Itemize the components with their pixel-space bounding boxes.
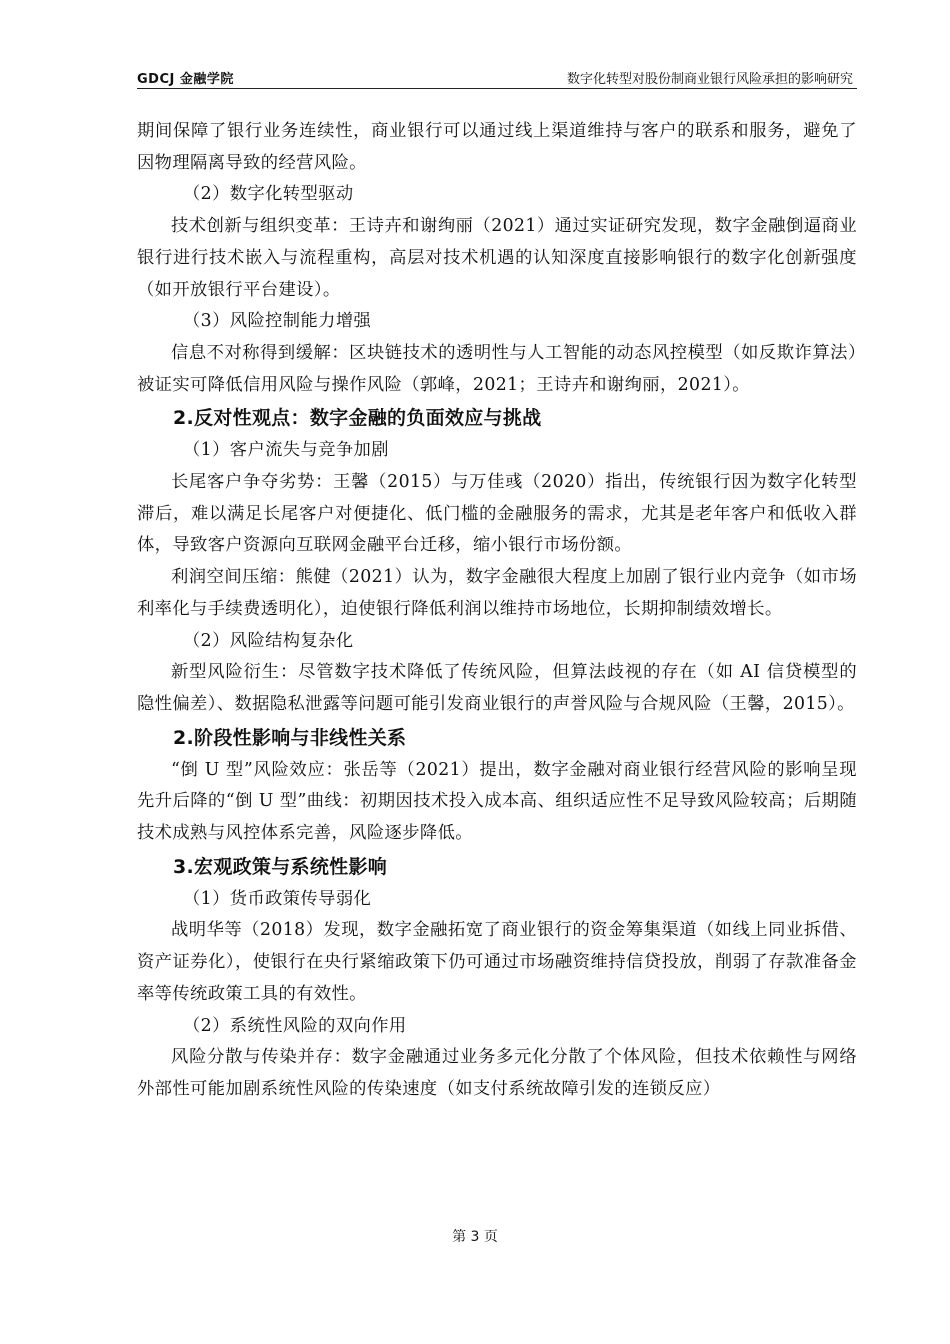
paragraph: 风险分散与传染并存：数字金融通过业务多元化分散了个体风险，但技术依赖性与网络外部性可能加剧系统性风险的传染速度（如支付系统故障引发的连锁反应） (137, 1047, 857, 1099)
header-institution: GDCJ 金融学院 (137, 72, 234, 87)
sub-heading: （2）风险结构复杂化 (183, 630, 354, 651)
page-body (137, 116, 857, 1106)
paragraph: 战明华等（2018）发现，数字金融拓宽了商业银行的资金筹集渠道（如线上同业拆借、资产证券化），使银行在央行紧缩政策下仍可通过市场融资维持信贷投放，削弱了存款准备金率等传统政策工具的有效性。 (137, 920, 857, 1004)
section-heading: 2.阶段性影响与非线性关系 (173, 726, 407, 749)
section-heading: 2.反对性观点：数字金融的负面效应与挑战 (173, 407, 542, 430)
paragraph: 技术创新与组织变革：王诗卉和谢绚丽（2021）通过实证研究发现，数字金融倒逼商业银行进行技术嵌入与流程重构，高层对技术机遇的认知深度直接影响银行的数字化创新强度（如开放银行平台建设）。 (137, 216, 857, 300)
sub-heading: （1）货币政策传导弱化 (183, 888, 372, 909)
sub-heading: （1）客户流失与竞争加剧 (183, 440, 389, 461)
sub-heading: （2）系统性风险的双向作用 (183, 1015, 407, 1036)
paragraph: 期间保障了银行业务连续性，商业银行可以通过线上渠道维持与客户的联系和服务，避免了因物理隔离导致的经营风险。 (137, 121, 857, 173)
paragraph: 长尾客户争夺劣势：王馨（2015）与万佳彧（2020）指出，传统银行因为数字化转型滞后，难以满足长尾客户对便捷化、低门槛的金融服务的需求，尤其是老年客户和低收入群体，导致客户资源向互联网金融平台迁移，缩小银行市场份额。 (137, 472, 857, 556)
section-heading: 3.宏观政策与系统性影响 (173, 855, 388, 878)
sub-heading: （3）风险控制能力增强 (183, 311, 372, 332)
page-header (137, 66, 857, 89)
page-number: 第 3 页 (452, 1229, 498, 1245)
sub-heading: （2）数字化转型驱动 (183, 184, 354, 205)
header-paper-title: 数字化转型对股份制商业银行风险承担的影响研究 (566, 72, 853, 87)
paragraph: 信息不对称得到缓解：区块链技术的透明性与人工智能的动态风控模型（如反欺诈算法）被证实可降低信用风险与操作风险（郭峰，2021；王诗卉和谢绚丽，2021）。 (137, 342, 857, 395)
paragraph: 新型风险衍生：尽管数字技术降低了传统风险，但算法歧视的存在（如 AI 信贷模型的隐性偏差）、数据隐私泄露等问题可能引发商业银行的声誉风险与合规风险（王馨，2015）。 (137, 662, 857, 714)
paragraph: 利润空间压缩：熊健（2021）认为，数字金融很大程度上加剧了银行业内竞争（如市场利率化与手续费透明化），迫使银行降低利润以维持市场地位，长期抑制绩效增长。 (137, 567, 857, 619)
paragraph: “倒 U 型”风险效应：张岳等（2021）提出，数字金融对商业银行经营风险的影响呈现先升后降的“倒 U 型”曲线：初期因技术投入成本高、组织适应性不足导致风险较高；后期随技术成熟与风控体系完善，风险逐步降低。 (137, 759, 857, 844)
